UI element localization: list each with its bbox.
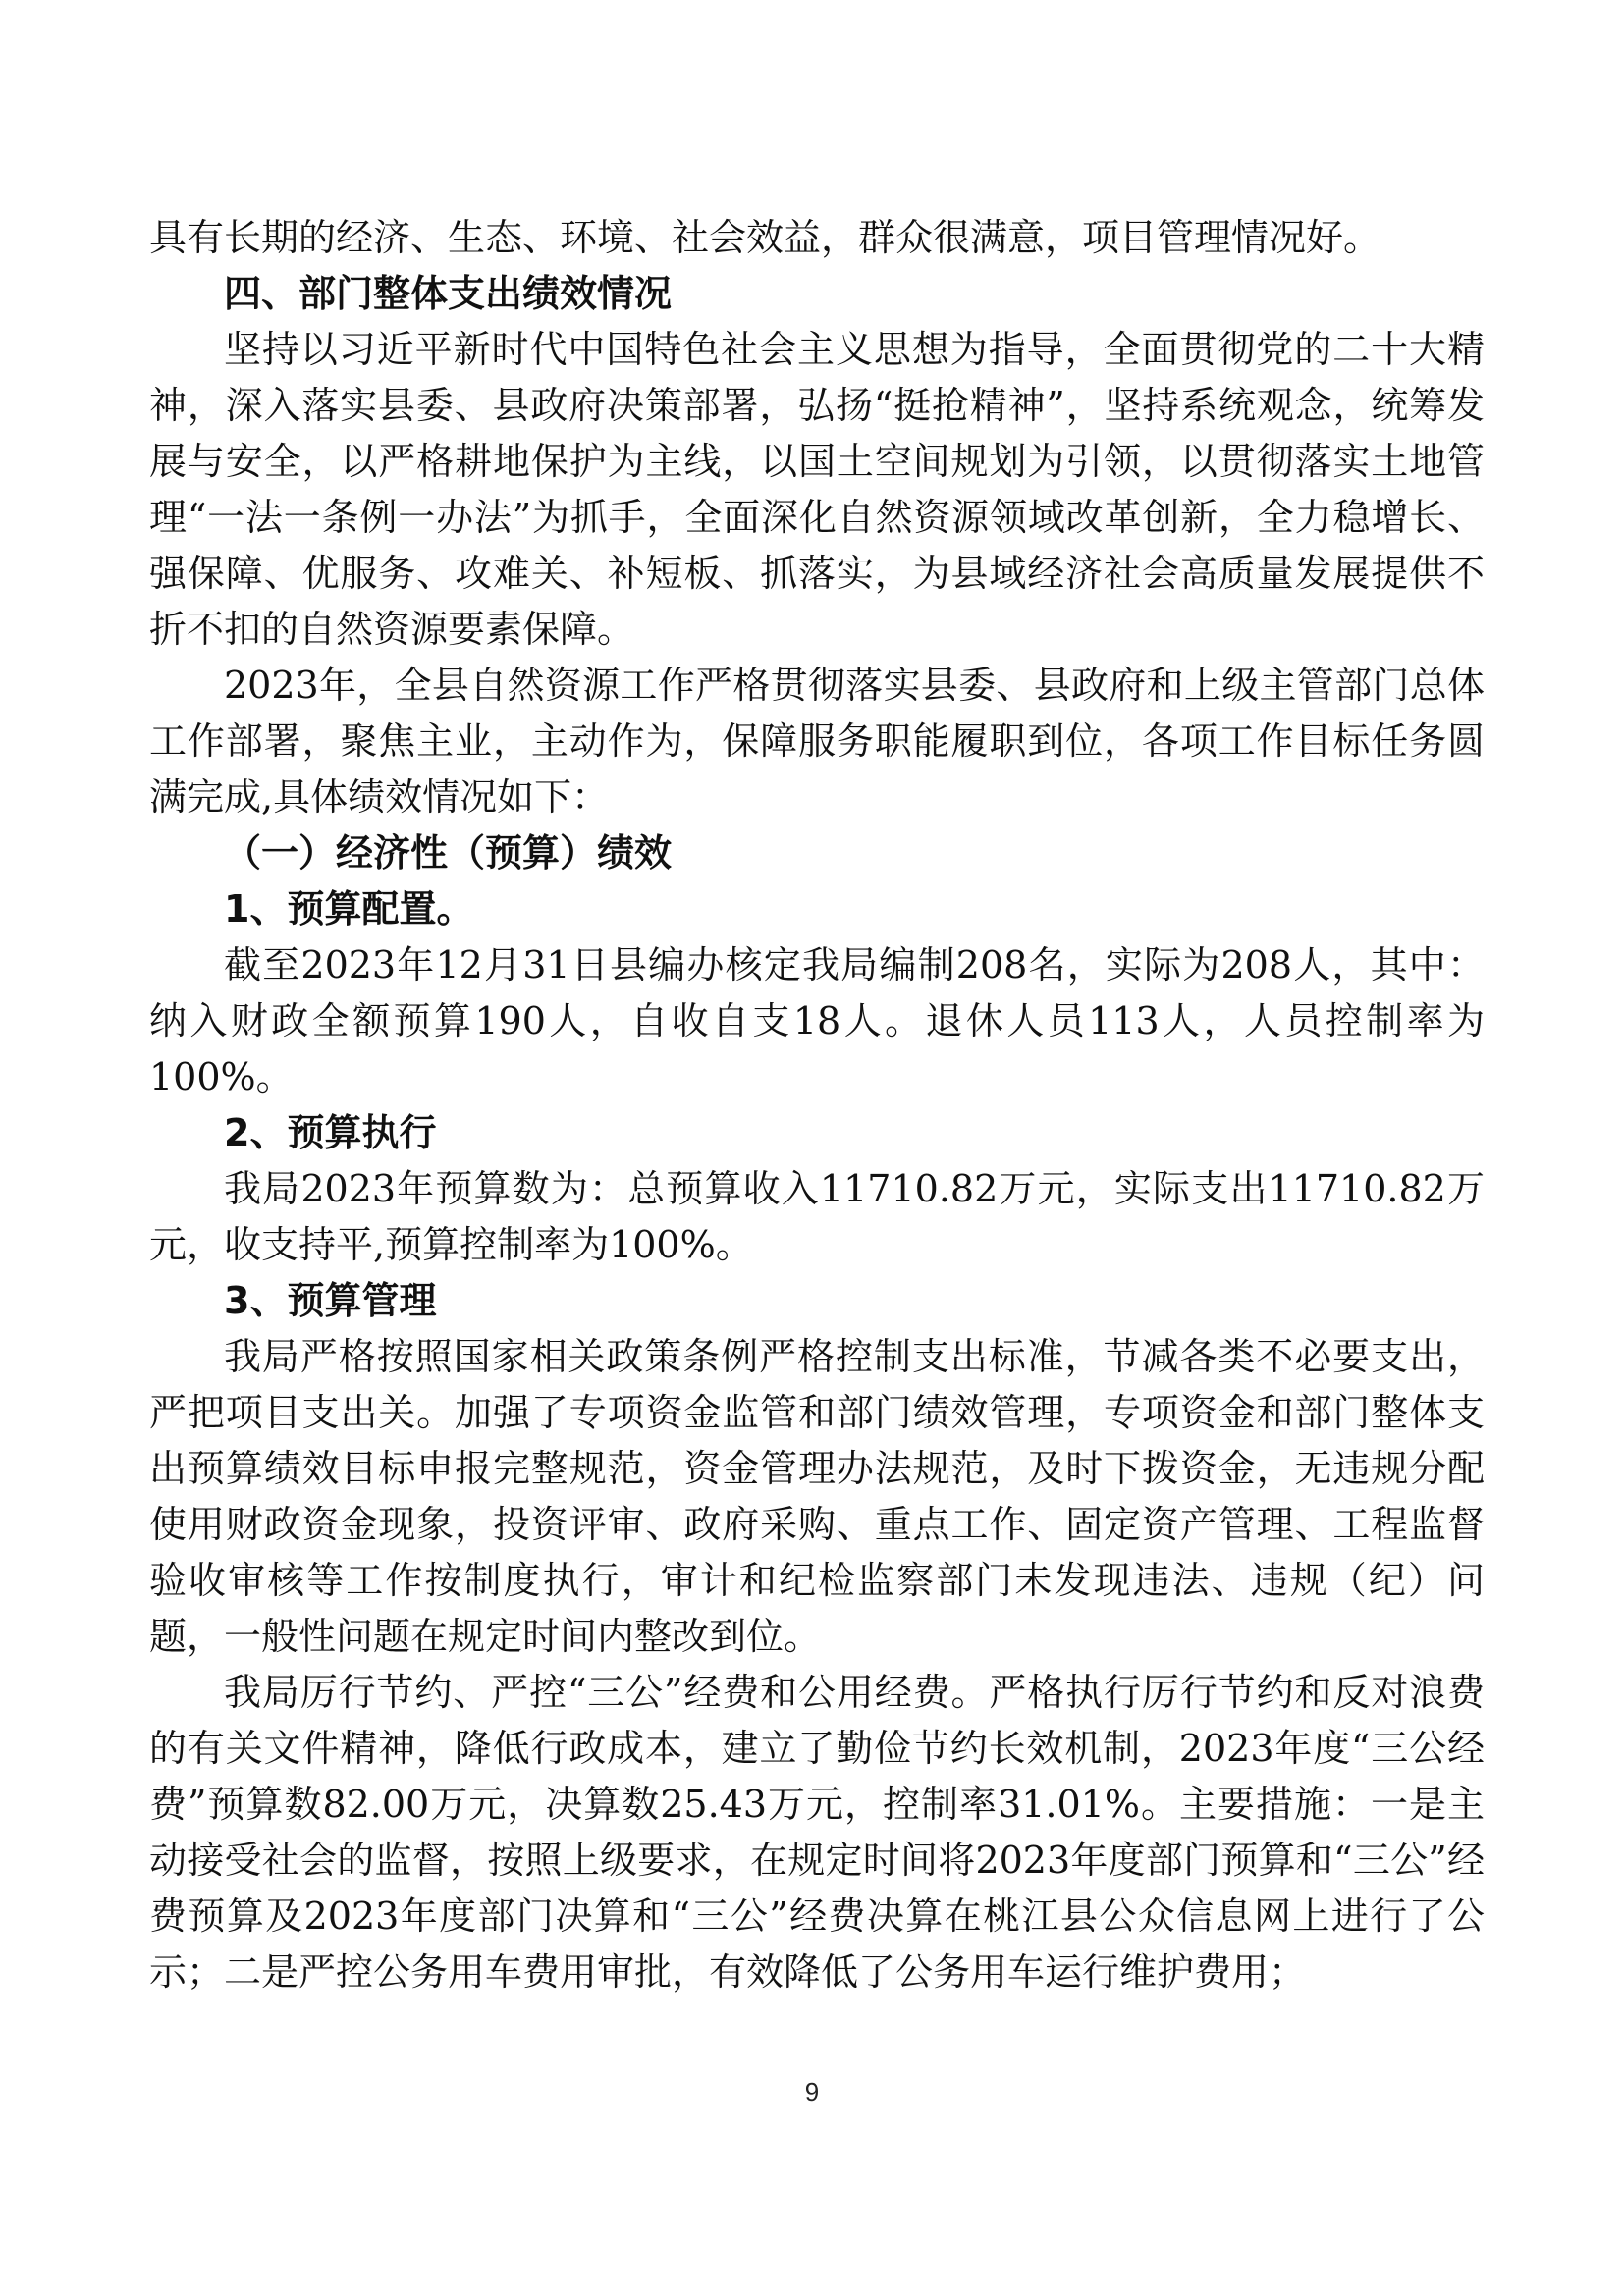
paragraph-staffing: 截至2023年12月31日县编办核定我局编制208名，实际为208人，其中：纳入财政全额预算190人，自收自支18人。退休人员113人，人员控制率为100%。	[149, 943, 1485, 1098]
paragraph-continuation: 具有长期的经济、生态、环境、社会效益，群众很满意，项目管理情况好。	[149, 216, 1381, 259]
page-number: 9	[804, 2077, 820, 2107]
paragraph-2023-summary: 2023年，全县自然资源工作严格贯彻落实县委、县政府和上级主管部门总体工作部署，聚焦主业，主动作为，保障服务职能履职到位，各项工作目标任务圆满完成,具体绩效情况如下：	[149, 664, 1485, 819]
item-heading-budget-allocation: 1、预算配置。	[224, 887, 474, 931]
section-heading-4: 四、部门整体支出绩效情况	[224, 272, 673, 315]
subsection-heading-economic: （一）经济性（预算）绩效	[224, 831, 673, 875]
paragraph-budget-management: 我局严格按照国家相关政策条例严格控制支出标准，节减各类不必要支出，严把项目支出关。加强了专项资金监管和部门绩效管理，专项资金和部门整体支出预算绩效目标申报完整规范，资金管理办法规范，及时下拨资金，无违规分配使用财政资金现象，投资评审、政府采购、重点工作、固定资产管理、工程监督验收审核等工作按制度执行，审计和纪检监察部门未发现违法、违规（纪）问题，一般性问题在规定时间内整改到位。	[149, 1335, 1485, 1658]
paragraph-guiding-principle: 坚持以习近平新时代中国特色社会主义思想为指导，全面贯彻党的二十大精神，深入落实县委、县政府决策部署，弘扬“挺抢精神”，坚持系统观念，统筹发展与安全，以严格耕地保护为主线，以国土空间规划为引领，以贯彻落实土地管理“一法一条例一办法”为抓手，全面深化自然资源领域改革创新，全力稳增长、强保障、优服务、攻难关、补短板、抓落实，为县域经济社会高质量发展提供不折不扣的自然资源要素保障。	[149, 328, 1485, 651]
item-heading-budget-management: 3、预算管理	[224, 1279, 437, 1322]
item-heading-budget-execution: 2、预算执行	[224, 1111, 437, 1154]
paragraph-three-public-expenses: 我局厉行节约、严控“三公”经费和公用经费。严格执行厉行节约和反对浪费的有关文件精神，降低行政成本，建立了勤俭节约长效机制，2023年度“三公经费”预算数82.00万元，决算数25.43万元，控制率31.01%。主要措施：一是主动接受社会的监督，按照上级要求，在规定时间将2023年度部门预算和“三公”经费预算及2023年度部门决算和“三公”经费决算在桃江县公众信息网上进行了公示；二是严控公务用车费用审批，有效降低了公务用车运行维护费用；	[149, 1671, 1485, 1994]
paragraph-budget-execution: 我局2023年预算数为：总预算收入11710.82万元，实际支出11710.82万元，收支持平,预算控制率为100%。	[149, 1167, 1485, 1266]
page-body	[149, 210, 1485, 2001]
